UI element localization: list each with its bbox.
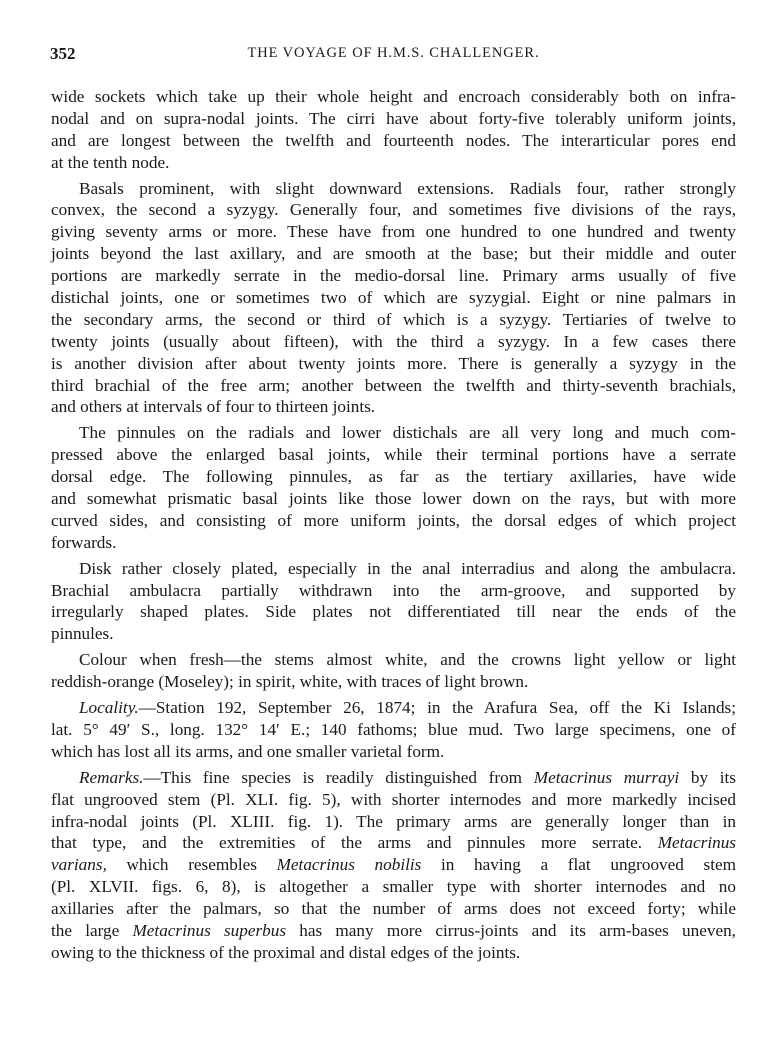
paragraph-pinnules (51, 422, 736, 553)
text-line: is another division after about twenty joints more. There is generally a syzygy in the (51, 353, 736, 373)
text-line (51, 920, 736, 942)
body-text (51, 86, 736, 964)
text-line: Brachial ambulacra partially withdrawn into the arm-groove, and supported by (51, 580, 736, 600)
text-line: joints beyond the last axillary, and are smooth at the base; but their middle and outer (51, 244, 736, 264)
text-line: the secondary arms, the second or third of which is a syzygy. Tertiaries of twelve to (51, 309, 736, 329)
text-line: (Pl. XLVII. figs. 6, 8), is altogether a smaller type with shorter internodes and no (51, 877, 736, 897)
text-line (51, 697, 736, 719)
species-name: Metacrinus nobilis (276, 855, 422, 875)
text-line (51, 854, 736, 876)
text-line: and somewhat prismatic basal joints like those lower down on the rays, but with more (51, 489, 736, 509)
paragraph-cirri (51, 86, 736, 174)
species-name: Metacrinus (657, 833, 736, 853)
text-run: in having a flat ungrooved stem (421, 855, 736, 875)
text-line: which has lost all its arms, and one smaller varietal form. (51, 741, 445, 761)
text-run: has many more cirrus-joints and its arm-bases uneven, (286, 920, 736, 940)
text-run: —Station 192, September 26, 1874; in the Arafura Sea, off the Ki Islands; (138, 698, 736, 718)
paragraph-remarks (51, 767, 736, 964)
paragraph-disk (51, 558, 736, 646)
text-line: pinnules. (51, 624, 114, 644)
text-line: giving seventy arms or more. These have from one hundred to one hundred and twenty (51, 222, 736, 242)
text-line: axillaries after the palmars, so that the number of arms does not exceed forty; while (51, 899, 736, 919)
text-line: Basals prominent, with slight downward extensions. Radials four, rather strongly (79, 178, 736, 198)
species-name: varians, (51, 855, 107, 875)
text-line: and are longest between the twelfth and fourteenth nodes. The interarticular pores end (51, 130, 736, 150)
text-line (51, 832, 736, 854)
remarks-label: Remarks. (79, 767, 144, 787)
text-line: twenty joints (usually about fifteen), with the third a syzygy. In a few cases there (51, 331, 736, 351)
text-line: convex, the second a syzygy. Generally four, and sometimes five divisions of the rays, (51, 200, 736, 220)
text-line: and others at intervals of four to thirteen joints. (51, 397, 376, 417)
text-line: wide sockets which take up their whole height and encroach considerably both on infra- (51, 87, 736, 106)
text-line: nodal and on supra-nodal joints. The cirri have about forty-five tolerably uniform joints, (51, 108, 736, 128)
text-run: the large (51, 920, 133, 940)
text-run: —This fine species is readily distinguished from (143, 767, 534, 787)
text-line: irregularly shaped plates. Side plates not differentiated till near the ends of the (51, 602, 736, 622)
text-line: at the tenth node. (51, 152, 170, 172)
running-head (51, 44, 736, 66)
paragraph-locality (51, 697, 736, 763)
species-name: Metacrinus superbus (132, 920, 287, 940)
text-line: distichal joints, one or sometimes two of which are syzygial. Eight or nine palmars in (51, 288, 736, 308)
text-line: infra-nodal joints (Pl. XLIII. fig. 1). The primary arms are generally longer than in (51, 811, 736, 831)
paragraph-colour (51, 649, 736, 693)
text-line: curved sides, and consisting of more uniform joints, the dorsal edges of which project (51, 510, 736, 530)
text-line: portions are markedly serrate in the medio-dorsal line. Primary arms usually of five (51, 266, 736, 286)
page-number: 352 (50, 44, 76, 63)
running-title: THE VOYAGE OF H.M.S. CHALLENGER. (247, 45, 540, 61)
paragraph-basals (51, 178, 736, 419)
text-line (51, 767, 736, 789)
text-line: lat. 5° 49′ S., long. 132° 14′ E.; 140 fathoms; blue mud. Two large specimens, one of (51, 719, 736, 739)
text-run: which resembles (106, 855, 277, 875)
text-line: dorsal edge. The following pinnules, as far as the tertiary axillaries, have wide (51, 467, 736, 487)
text-line: pressed above the enlarged basal joints, while their terminal portions have a serrate (51, 445, 736, 465)
text-line: flat ungrooved stem (Pl. XLI. fig. 5), with shorter internodes and more markedly incised (51, 789, 736, 809)
text-run: that type, and the extremities of the arms and pinnules more serrate. (51, 833, 658, 853)
text-line: Disk rather closely plated, especially in the anal interradius and along the ambulacra. (79, 558, 736, 578)
locality-label: Locality. (79, 698, 139, 718)
text-line: forwards. (51, 532, 117, 552)
text-line: The pinnules on the radials and lower distichals are all very long and much com- (79, 423, 736, 443)
text-run: by its (679, 767, 736, 787)
text-line: Colour when fresh—the stems almost white, and the crowns light yellow or light (79, 650, 736, 670)
text-line: reddish-orange (Moseley); in spirit, white, with traces of light brown. (51, 672, 529, 692)
text-line: owing to the thickness of the proximal and distal edges of the joints. (51, 942, 521, 962)
species-name: Metacrinus murrayi (533, 767, 680, 787)
text-line: third brachial of the free arm; another between the twelfth and thirty-seventh brachials, (51, 375, 736, 395)
